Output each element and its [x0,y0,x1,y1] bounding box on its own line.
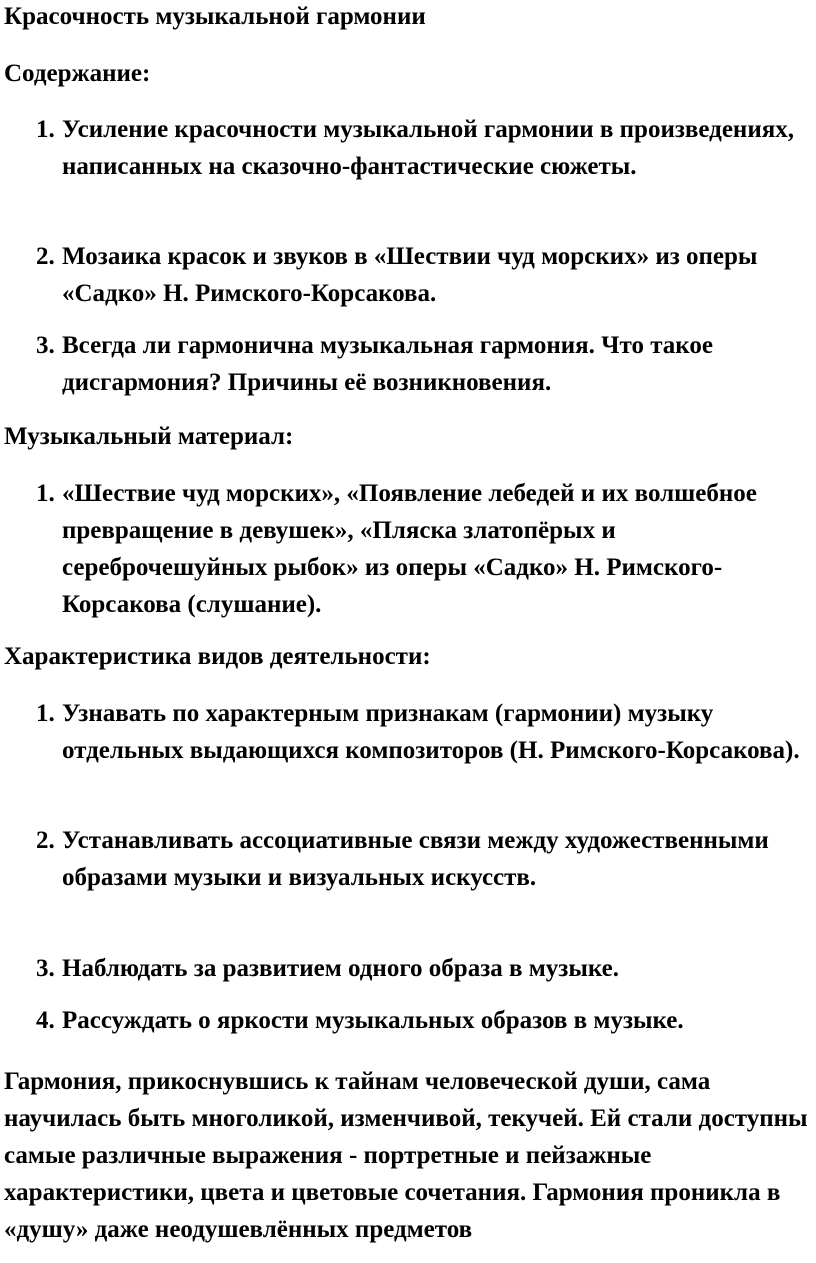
list-item-text: Рассуждать о яркости музыкальных образов в музыке. [62,1007,684,1034]
list-item-text: Устанавливать ассоциативные связи между художественными образами музыки и визуальных искусств. [62,827,769,891]
list-item-text: Всегда ли гармонична музыкальная гармония. Что такое дисгармония? Причины её возникновения. [62,332,713,396]
document-title: Красочность музыкальной гармонии [4,3,426,30]
list-item-number: 2. [36,827,55,854]
list-item-number: 2. [36,243,55,270]
list-item-text: «Шествие чуд морских», «Появление лебедей и их волшебное превращение в девушек», «Пляска златопёрых и сереброчешуйных рыбок» из оперы «Садко» Н. Римского-Корсакова (слушание). [62,480,757,618]
section-heading-activities: Характеристика видов деятельности: [4,643,431,670]
list-item-text: Наблюдать за развитием одного образа в музыке. [62,955,619,982]
list-item-text: Усиление красочности музыкальной гармонии в произведениях, написанных на сказочно-фантастические сюжеты. [62,116,795,180]
list-item-text: Узнавать по характерным признакам (гармонии) музыку отдельных выдающихся композиторов (Н. Римского-Корсакова). [62,700,800,764]
section-heading-contents: Содержание: [4,60,151,87]
list-item-number: 4. [36,1007,55,1034]
body-paragraph: Гармония, прикоснувшись к тайнам человеческой души, сама научилась быть многоликой, изменчивой, текучей. Ей стали доступны самые различные выражения - портретные и пейзажные характеристики, цвета и цветовые сочетания. Гармония проникла в «душу» даже неодушевлённых предметов [4,1068,808,1243]
list-item-number: 3. [36,332,55,359]
list-item-number: 1. [36,480,55,507]
list-item-text: Мозаика красок и звуков в «Шествии чуд морских» из оперы «Садко» Н. Римского-Корсакова. [62,243,758,307]
list-item-number: 1. [36,116,55,143]
list-item-number: 3. [36,955,55,982]
list-item-number: 1. [36,700,55,727]
section-heading-musical-material: Музыкальный материал: [4,423,294,450]
